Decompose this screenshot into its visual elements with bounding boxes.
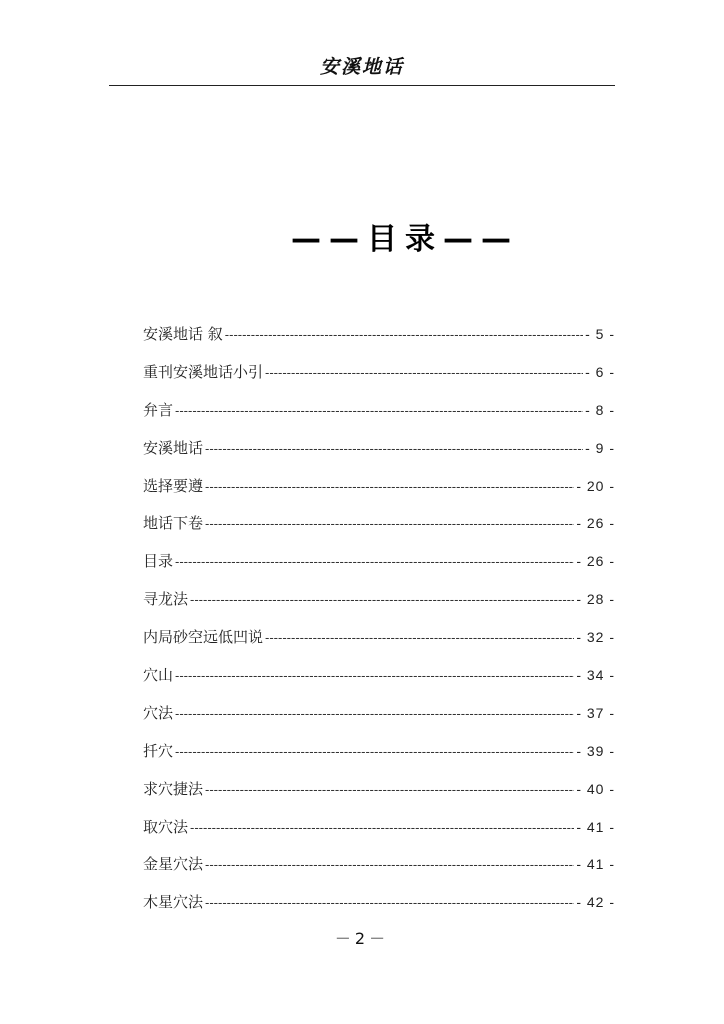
toc-entry[interactable] bbox=[143, 884, 615, 922]
toc-entry-page: - 26 - bbox=[576, 553, 615, 570]
toc-entry-title: 扦穴 bbox=[143, 741, 174, 760]
toc-dot-leader bbox=[190, 809, 574, 847]
toc-entry[interactable] bbox=[143, 543, 615, 581]
toc-entry-page: - 42 - bbox=[576, 894, 615, 911]
toc-entry-title: 内局砂空远低凹说 bbox=[143, 628, 264, 647]
header-title: 安溪地话 bbox=[319, 56, 404, 78]
toc-entry-title: 重刊安溪地话小引 bbox=[143, 362, 264, 381]
toc-entry-title: 弁言 bbox=[143, 400, 174, 419]
toc-dot-leader bbox=[205, 430, 583, 468]
toc-entry-page: - 5 - bbox=[585, 326, 615, 342]
toc-dot-leader bbox=[205, 846, 574, 884]
toc-entry-title: 选择要遵 bbox=[143, 476, 204, 495]
toc-entry[interactable] bbox=[143, 316, 615, 354]
toc-entry[interactable] bbox=[143, 505, 615, 543]
toc-entry-page: - 32 - bbox=[576, 629, 615, 646]
toc-entry[interactable] bbox=[143, 846, 615, 884]
toc-entry-page: - 9 - bbox=[585, 439, 615, 456]
toc-dot-leader bbox=[175, 733, 574, 771]
toc-entry[interactable] bbox=[143, 392, 615, 430]
toc-dot-leader bbox=[265, 619, 574, 657]
toc-entry-title: 安溪地话 叙 bbox=[143, 325, 223, 343]
toc-entry[interactable] bbox=[143, 468, 615, 506]
toc-entry-title: 穴山 bbox=[143, 666, 174, 685]
toc-entry-page: - 8 - bbox=[585, 401, 615, 418]
toc-dot-leader bbox=[205, 884, 574, 922]
toc-entry[interactable] bbox=[143, 581, 615, 619]
toc-entry[interactable] bbox=[143, 619, 615, 657]
toc-entry-page: - 6 - bbox=[585, 363, 615, 380]
toc-entry-page: - 20 - bbox=[576, 477, 615, 494]
toc-entry[interactable] bbox=[143, 695, 615, 733]
toc-dot-leader bbox=[205, 505, 574, 543]
toc-entry-title: 安溪地话 bbox=[143, 438, 204, 457]
toc-dot-leader bbox=[175, 543, 574, 581]
toc-dot-leader bbox=[190, 581, 574, 619]
toc-entry-title: 取穴法 bbox=[143, 817, 189, 836]
toc-dot-leader bbox=[205, 771, 574, 809]
toc-dot-leader bbox=[225, 316, 583, 354]
toc-entry-page: - 39 - bbox=[576, 742, 615, 759]
toc-entry-title: 木星穴法 bbox=[143, 893, 204, 912]
toc-dot-leader bbox=[175, 657, 574, 695]
toc-entry[interactable] bbox=[143, 657, 615, 695]
page-number: －2－ bbox=[334, 929, 390, 948]
toc-list bbox=[143, 316, 615, 922]
toc-entry-page: - 37 - bbox=[576, 704, 615, 721]
toc-dot-leader bbox=[175, 392, 583, 430]
toc-entry-title: 目录 bbox=[143, 552, 174, 571]
toc-entry[interactable] bbox=[143, 354, 615, 392]
toc-entry-page: - 26 - bbox=[576, 515, 615, 532]
toc-entry-title: 寻龙法 bbox=[143, 590, 189, 609]
toc-heading: ——目录—— bbox=[291, 222, 519, 257]
toc-entry-title: 穴法 bbox=[143, 703, 174, 722]
toc-entry[interactable] bbox=[143, 809, 615, 847]
toc-entry-title: 金星穴法 bbox=[143, 855, 204, 874]
toc-entry-title: 求穴捷法 bbox=[143, 779, 204, 798]
toc-entry-page: - 40 - bbox=[576, 780, 615, 797]
toc-entry[interactable] bbox=[143, 771, 615, 809]
toc-entry-page: - 41 - bbox=[576, 818, 615, 835]
toc-entry-page: - 41 - bbox=[576, 856, 615, 873]
toc-entry-title: 地话下卷 bbox=[143, 514, 204, 533]
toc-entry-page: - 28 - bbox=[576, 591, 615, 608]
toc-entry[interactable] bbox=[143, 733, 615, 771]
page-header bbox=[109, 52, 615, 86]
toc-dot-leader bbox=[265, 354, 583, 392]
toc-entry[interactable] bbox=[143, 430, 615, 468]
toc-dot-leader bbox=[175, 695, 574, 733]
toc-dot-leader bbox=[205, 468, 574, 506]
toc-entry-page: - 34 - bbox=[576, 667, 615, 684]
